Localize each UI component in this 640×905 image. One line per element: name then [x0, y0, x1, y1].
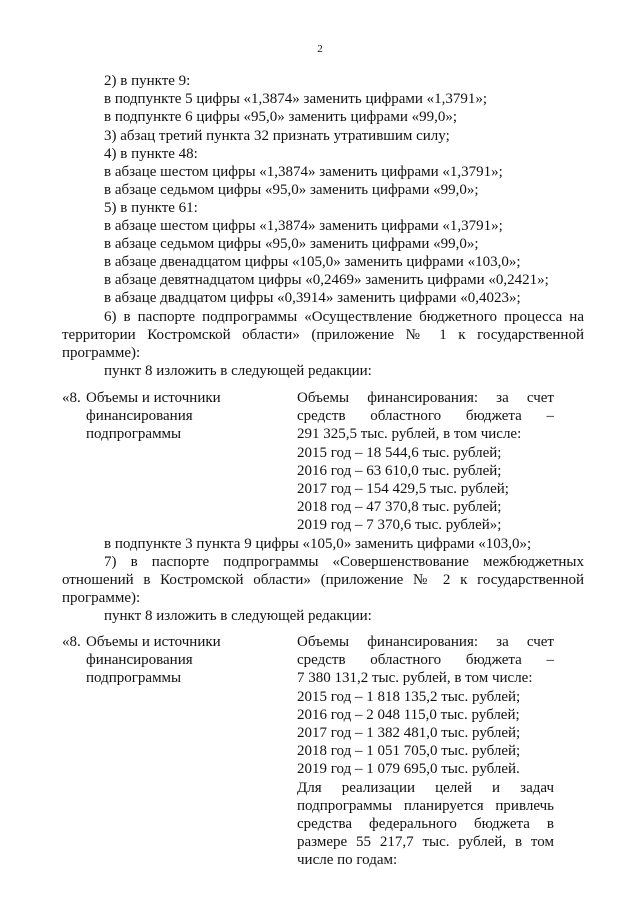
table-1-value-line: средств областного бюджета – [297, 408, 554, 425]
table-2-value-line: Для реализации целей и задач [297, 779, 554, 796]
amendment-line: в подпункте 6 цифры «95,0» заменить цифрами «99,0»; [104, 109, 458, 125]
amendment-line: в абзаце девятнадцатом цифры «0,2469» заменить цифрами «0,2421»; [104, 272, 549, 288]
table-2-label-line: подпрограммы [86, 670, 182, 687]
table-1-value-line: 2018 год – 47 370,8 тыс. рублей; [297, 499, 502, 516]
table-1-value-line: Объемы финансирования: за счет [297, 390, 554, 406]
table-1-label-line: Объемы и источники [86, 390, 221, 406]
table-1-number: «8. [62, 390, 81, 406]
table-2-value-line: 2017 год – 1 382 481,0 тыс. рублей; [297, 725, 521, 742]
table-1-value-line: 291 325,5 тыс. рублей, в том числе: [297, 426, 522, 443]
table-2-value-line: средства федерального бюджета в [297, 816, 554, 833]
paragraph-6-line: территории Костромской области» (приложение № 1 к государственной [62, 327, 584, 343]
amendment-line: в абзаце седьмом цифры «95,0» заменить цифрами «99,0»; [104, 182, 479, 198]
table-2-value-line: 2015 год – 1 818 135,2 тыс. рублей; [297, 688, 521, 705]
paragraph-6-point8: пункт 8 изложить в следующей редакции: [104, 363, 372, 379]
amendment-line: в подпункте 5 цифры «1,3874» заменить цифрами «1,3791»; [104, 91, 488, 107]
table-1-label-line: подпрограммы [86, 426, 182, 443]
amendment-line: в абзаце двадцатом цифры «0,3914» заменить цифрами «0,4023»; [104, 290, 521, 306]
paragraph-7-line: 7) в паспорте подпрограммы «Совершенствование межбюджетных [104, 554, 584, 570]
table-2-value-line: подпрограммы планируется привлечь [297, 797, 554, 814]
table-2-value [297, 633, 554, 870]
table-2-value-line: числе по годам: [297, 852, 398, 869]
amendment-line: 3) абзац третий пункта 32 признать утратившим силу; [104, 128, 450, 144]
table-1-label [86, 389, 286, 444]
table-2-value-line: Объемы финансирования: за счет [297, 634, 554, 650]
amendment-line: 4) в пункте 48: [104, 146, 198, 162]
table-2-label-line: Объемы и источники [86, 634, 221, 650]
table-1-value-line: 2017 год – 154 429,5 тыс. рублей; [297, 481, 509, 498]
table-1-label-line: финансирования [86, 408, 193, 425]
amendment-line: в абзаце двенадцатом цифры «105,0» заменить цифрами «103,0»; [104, 254, 521, 270]
table-2-value-line: 7 380 131,2 тыс. рублей, в том числе: [297, 670, 533, 687]
table-2-number: «8. [62, 634, 81, 650]
paragraph-7-line: отношений в Костромской области» (приложение № 2 к государственной [62, 572, 584, 588]
amendment-line: в абзаце шестом цифры «1,3874» заменить цифрами «1,3791»; [104, 218, 503, 234]
amendment-line: в абзаце седьмом цифры «95,0» заменить цифрами «99,0»; [104, 236, 479, 252]
paragraph-7-point8: пункт 8 изложить в следующей редакции: [104, 608, 372, 624]
table-2-value-line: 2019 год – 1 079 695,0 тыс. рублей. [297, 761, 520, 778]
table-2-value-line: 2018 год – 1 051 705,0 тыс. рублей; [297, 743, 521, 760]
amendment-line: 5) в пункте 61: [104, 200, 198, 216]
paragraph-6-line: 6) в паспорте подпрограммы «Осуществление бюджетного процесса на [104, 309, 584, 325]
amendment-line: 2) в пункте 9: [104, 73, 191, 89]
paragraph-7-line: программе): [62, 590, 141, 606]
table-2-value-line: размере 55 217,7 тыс. рублей, в том [297, 834, 554, 851]
table-1-value-line: 2015 год – 18 544,6 тыс. рублей; [297, 444, 502, 461]
page-number: 2 [317, 43, 323, 55]
after-table-1-line: в подпункте 3 пункта 9 цифры «105,0» заменить цифрами «103,0»; [104, 536, 532, 552]
paragraph-6-line: программе): [62, 345, 141, 361]
table-2-value-line: средств областного бюджета – [297, 652, 554, 669]
table-1-value-line: 2019 год – 7 370,6 тыс. рублей»; [297, 517, 502, 534]
table-1-value [297, 389, 554, 535]
amendment-line: в абзаце шестом цифры «1,3874» заменить цифрами «1,3791»; [104, 164, 503, 180]
table-2-value-line: 2016 год – 2 048 115,0 тыс. рублей; [297, 706, 520, 723]
table-2-label [86, 633, 286, 688]
table-1-value-line: 2016 год – 63 610,0 тыс. рублей; [297, 462, 502, 479]
table-2-label-line: финансирования [86, 652, 193, 669]
